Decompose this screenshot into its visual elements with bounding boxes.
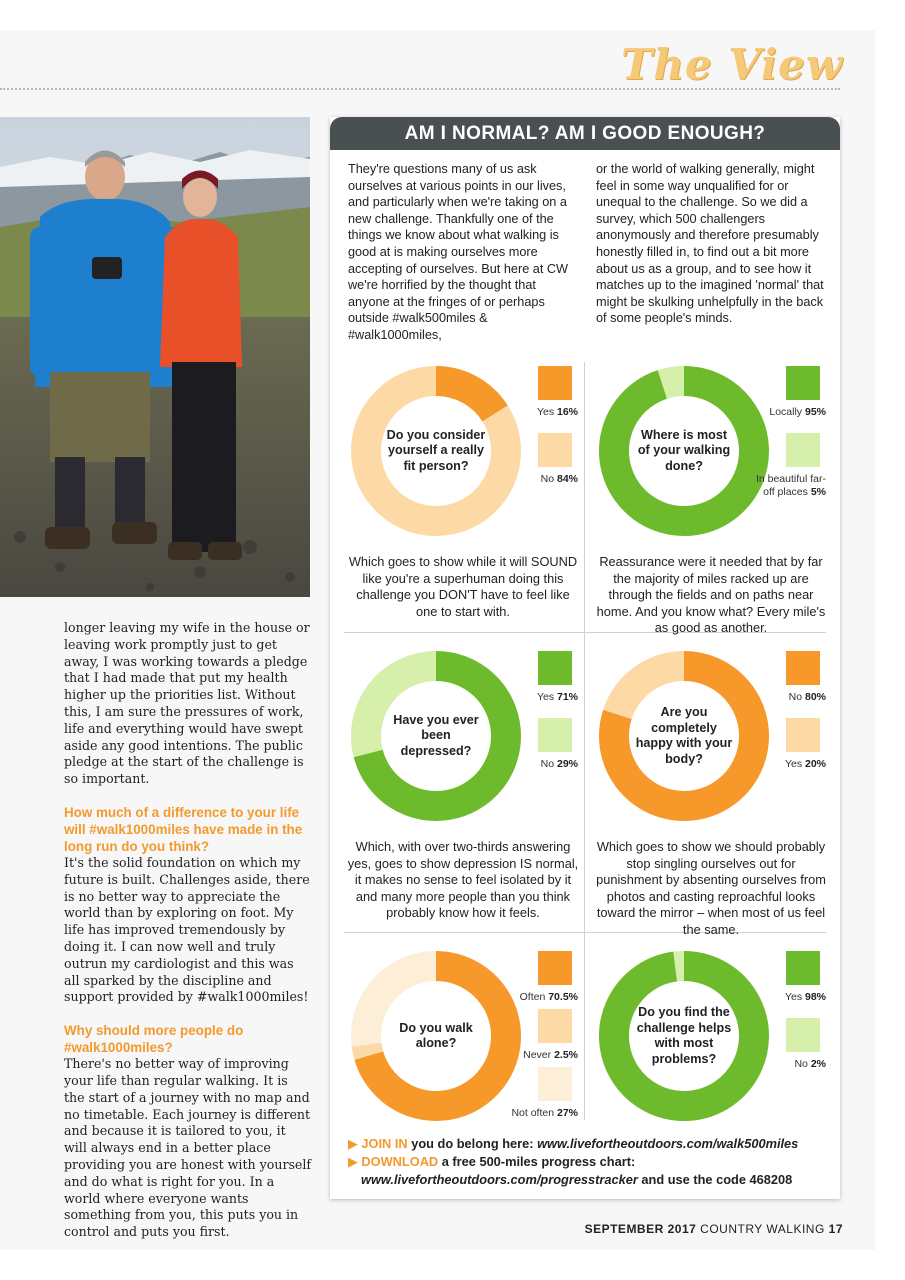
legend-category: Often (519, 991, 549, 1003)
legend-category: Never (523, 1049, 555, 1061)
legend-label (746, 473, 826, 499)
donut-question: Have you ever been depressed? (393, 712, 479, 758)
legend-swatch (538, 718, 572, 752)
section-title: The View (621, 40, 843, 89)
donut-question-wrap (598, 650, 770, 822)
donut-question-wrap (350, 650, 522, 822)
legend-label (498, 691, 578, 704)
page-footer (585, 1222, 843, 1236)
join-keyword: JOIN IN (361, 1136, 408, 1151)
legend-swatch (786, 951, 820, 985)
arrow-right-icon: ▶ (348, 1136, 358, 1151)
legend-value: 80% (804, 691, 826, 703)
legend-category: No (540, 758, 557, 770)
interview-paragraph: longer leaving my wife in the house or leaving work promptly just to get away, I was working towards a pledge that I had made that put my health higher up the priorities list. Without this, I am sure the pressures of work, life and everything would have swept aside any good intentions. The public pledge at the start of the challenge is so important. (64, 620, 310, 787)
legend-value: 20% (804, 758, 826, 770)
interview-column (64, 620, 312, 1241)
legend-value: 2.5% (554, 1049, 578, 1061)
legend-swatch (786, 366, 820, 400)
donut-question: Where is most of your walking done? (637, 427, 731, 473)
survey-chart-cell (336, 349, 584, 631)
survey-chart-cell (584, 634, 832, 937)
legend-swatch (538, 366, 572, 400)
legend-label (746, 691, 826, 704)
donut-question-wrap (350, 365, 522, 537)
footer-links (348, 1135, 833, 1189)
legend-label (498, 991, 578, 1004)
legend-swatch (538, 1067, 572, 1101)
legend-value: 16% (556, 406, 578, 418)
donut-question-wrap (598, 950, 770, 1122)
legend-label (498, 406, 578, 419)
arrow-right-icon: ▶ (348, 1154, 358, 1169)
legend-category: No (788, 691, 805, 703)
legend-swatch (538, 651, 572, 685)
join-text: you do belong here: (411, 1136, 534, 1151)
legend-category: Yes (784, 991, 805, 1003)
legend-label (746, 406, 826, 419)
legend-category: In beautiful far-off places (755, 473, 826, 498)
legend-label (498, 758, 578, 771)
join-link[interactable]: www.livefortheoutdoors.com/walk500miles (537, 1136, 799, 1151)
legend-label (498, 1049, 578, 1062)
chart-caption: Reassurance were it needed that by far the majority of miles racked up are through the fields and on paths near home. And you know what? Every mile's as good as another. (596, 554, 826, 636)
legend-category: Yes (784, 758, 805, 770)
survey-title: AM I NORMAL? AM I GOOD ENOUGH? (330, 117, 840, 150)
legend-label (746, 991, 826, 1004)
legend-label (746, 1058, 826, 1071)
survey-chart-cell (584, 349, 832, 636)
legend-label (498, 473, 578, 486)
legend-category: Yes (536, 406, 557, 418)
legend-swatch (786, 718, 820, 752)
survey-panel (330, 117, 840, 1199)
hikers-photo (0, 117, 310, 597)
donut-question-wrap (598, 365, 770, 537)
legend-swatch (538, 433, 572, 467)
legend-category: Not often (511, 1107, 557, 1119)
legend-value: 71% (556, 691, 578, 703)
legend-swatch (538, 951, 572, 985)
survey-intro-right: or the world of walking generally, might feel in some way unqualified for or unequal to the challenge. So we did a survey, which 500 challengers anonymously and therefore presumably honestly filled in, to find out a bit more about us as a group, and to see how it matches up to the imagined 'normal' that might be skulking unhelpfully in the back of some people's minds. (596, 162, 824, 326)
survey-chart-cell (336, 634, 584, 921)
interview-paragraph: There's no better way of improving your life than regular walking. It is the start of a journey with no map and no timetable. Each journey is different and because it is tailored to you, it will always end in a better place providing you are honest with yourself and do what is right for you. In a world where everyone wants something from you, this puts you in control and puts you first. (64, 1056, 312, 1240)
legend-value: 70.5% (548, 991, 578, 1003)
donut-question: Do you consider yourself a really fit person? (386, 427, 486, 473)
download-text: a free 500-miles progress chart: (441, 1154, 636, 1169)
page-number: 17 (828, 1222, 843, 1236)
legend-category: Yes (536, 691, 557, 703)
legend-value: 27% (556, 1107, 578, 1119)
survey-intro-left: They're questions many of us ask ourselves at various points in our lives, and particularly when we're taking on a new challenge. Thankfully one of the things we know about what walking is good at is making ourselves more accepting of ourselves. But here at CW we're horrified by the thought that anyone at the fringes of or perhaps outside #walk500miles & #walk1000miles, (348, 162, 569, 342)
download-code-text: and use the code 468208 (641, 1172, 793, 1187)
download-keyword: DOWNLOAD (361, 1154, 439, 1169)
legend-value: 2% (810, 1058, 826, 1070)
interview-question: Why should more people do #walk1000miles? (64, 1023, 244, 1056)
legend-swatch (786, 1018, 820, 1052)
interview-paragraph: It's the solid foundation on which my future is built. Challenges aside, there is no better way to appreciate the world than by exploring on foot. My life has improved tremendously by doing it. I can now well and truly outrun my cardiologist and this was all sparked by the discipline and support provided by #walk1000miles! (64, 854, 310, 1005)
legend-value: 98% (804, 991, 826, 1003)
chart-caption: Which, with over two-thirds answering yes, goes to show depression IS normal, it makes no sense to feel isolated by it and many more people than you think probably know how it feels. (347, 839, 579, 921)
legend-category: No (540, 473, 557, 485)
magazine-name: COUNTRY WALKING (700, 1222, 825, 1236)
header-divider (0, 88, 840, 90)
legend-label (746, 758, 826, 771)
legend-value: 5% (810, 486, 826, 498)
chart-caption: Which goes to show while it will SOUND like you're a superhuman doing this challenge you DON'T have to feel like one to start with. (348, 554, 578, 619)
chart-caption: Which goes to show we should probably stop singling ourselves out for punishment by absenting ourselves from photos and casting reproachful looks toward the mirror – when most of us feel the same. (596, 839, 826, 937)
legend-swatch (786, 651, 820, 685)
interview-question: How much of a difference to your life will #walk1000miles have made in the long run do you think? (64, 804, 303, 854)
legend-value: 29% (556, 758, 578, 770)
legend-swatch (538, 1009, 572, 1043)
legend-category: No (794, 1058, 811, 1070)
download-link[interactable]: www.livefortheoutdoors.com/progresstracker (361, 1172, 638, 1187)
legend-label (498, 1107, 578, 1120)
legend-category: Locally (769, 406, 805, 418)
donut-question-wrap (350, 950, 522, 1122)
legend-swatch (786, 433, 820, 467)
donut-question: Do you walk alone? (399, 1020, 473, 1050)
legend-value: 84% (556, 473, 578, 485)
issue-date: SEPTEMBER 2017 (584, 1222, 697, 1236)
legend-value: 95% (804, 406, 826, 418)
donut-question: Are you completely happy with your body? (635, 705, 733, 766)
donut-question: Do you find the challenge helps with most problems? (636, 1005, 732, 1066)
